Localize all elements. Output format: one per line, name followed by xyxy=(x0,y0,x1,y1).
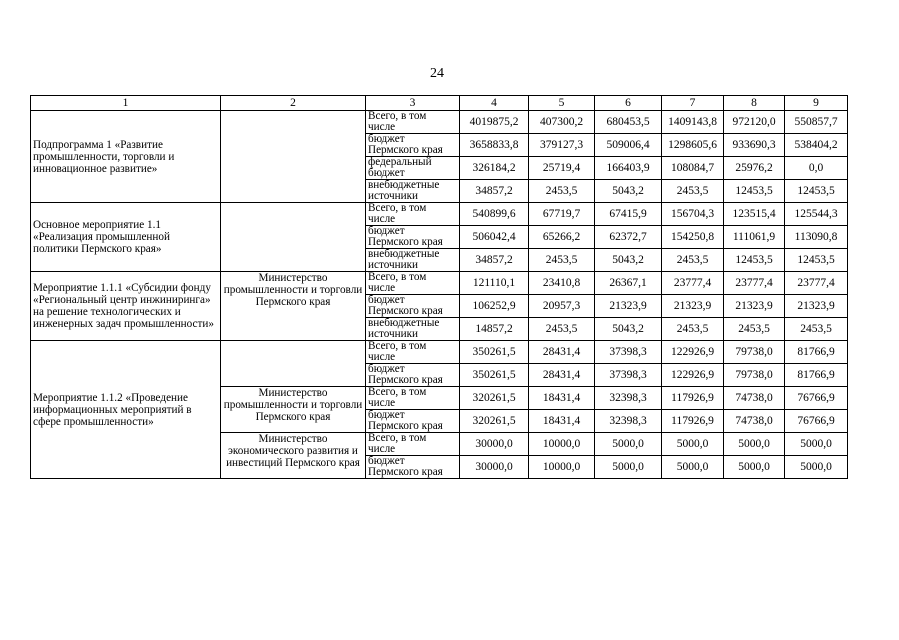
column-header: 5 xyxy=(529,96,595,111)
amount-cell: 76766,9 xyxy=(785,410,848,433)
amount-cell: 23410,8 xyxy=(529,272,595,295)
amount-cell: 12453,5 xyxy=(785,180,848,203)
amount-cell: 28431,4 xyxy=(529,341,595,364)
executor-cell xyxy=(221,341,366,387)
amount-cell: 350261,5 xyxy=(460,364,529,387)
amount-cell: 81766,9 xyxy=(785,341,848,364)
amount-cell: 1409143,8 xyxy=(662,111,724,134)
amount-cell: 122926,9 xyxy=(662,341,724,364)
funding-source-cell: Всего, в том числе xyxy=(366,272,460,295)
table-row xyxy=(31,272,848,295)
funding-source-cell: бюджет Пермского края xyxy=(366,410,460,433)
executor-cell xyxy=(221,203,366,272)
amount-cell: 37398,3 xyxy=(595,364,662,387)
amount-cell: 76766,9 xyxy=(785,387,848,410)
amount-cell: 2453,5 xyxy=(662,249,724,272)
funding-source-cell: Всего, в том числе xyxy=(366,111,460,134)
amount-cell: 125544,3 xyxy=(785,203,848,226)
amount-cell: 3658833,8 xyxy=(460,134,529,157)
amount-cell: 156704,3 xyxy=(662,203,724,226)
amount-cell: 538404,2 xyxy=(785,134,848,157)
amount-cell: 10000,0 xyxy=(529,433,595,456)
column-header: 1 xyxy=(31,96,221,111)
amount-cell: 2453,5 xyxy=(785,318,848,341)
funding-source-cell: внебюджетные источники xyxy=(366,249,460,272)
amount-cell: 18431,4 xyxy=(529,387,595,410)
amount-cell: 21323,9 xyxy=(785,295,848,318)
amount-cell: 5000,0 xyxy=(595,433,662,456)
amount-cell: 680453,5 xyxy=(595,111,662,134)
amount-cell: 12453,5 xyxy=(724,249,785,272)
amount-cell: 12453,5 xyxy=(724,180,785,203)
amount-cell: 10000,0 xyxy=(529,456,595,479)
funding-source-cell: Всего, в том числе xyxy=(366,387,460,410)
amount-cell: 2453,5 xyxy=(662,180,724,203)
amount-cell: 1298605,6 xyxy=(662,134,724,157)
amount-cell: 540899,6 xyxy=(460,203,529,226)
table-body xyxy=(31,111,848,479)
amount-cell: 117926,9 xyxy=(662,387,724,410)
amount-cell: 550857,7 xyxy=(785,111,848,134)
table-row xyxy=(31,111,848,134)
amount-cell: 79738,0 xyxy=(724,341,785,364)
header-row xyxy=(31,96,848,111)
amount-cell: 5000,0 xyxy=(785,456,848,479)
amount-cell: 4019875,2 xyxy=(460,111,529,134)
amount-cell: 25976,2 xyxy=(724,157,785,180)
amount-cell: 2453,5 xyxy=(529,249,595,272)
amount-cell: 350261,5 xyxy=(460,341,529,364)
program-name-cell: Мероприятие 1.1.1 «Субсидии фонду «Региональный центр инжиниринга» на решение технологических и инженерных задач промышленности» xyxy=(31,272,221,341)
funding-source-cell: внебюджетные источники xyxy=(366,318,460,341)
executor-cell: Министерство экономического развития и инвестиций Пермского края xyxy=(221,433,366,479)
amount-cell: 2453,5 xyxy=(529,180,595,203)
column-header: 9 xyxy=(785,96,848,111)
amount-cell: 2453,5 xyxy=(662,318,724,341)
amount-cell: 972120,0 xyxy=(724,111,785,134)
funding-source-cell: Всего, в том числе xyxy=(366,203,460,226)
amount-cell: 34857,2 xyxy=(460,249,529,272)
program-name-cell: Мероприятие 1.1.2 «Проведение информационных мероприятий в сфере промышленности» xyxy=(31,341,221,479)
amount-cell: 5000,0 xyxy=(724,456,785,479)
amount-cell: 506042,4 xyxy=(460,226,529,249)
amount-cell: 62372,7 xyxy=(595,226,662,249)
amount-cell: 5000,0 xyxy=(724,433,785,456)
amount-cell: 23777,4 xyxy=(662,272,724,295)
table-row xyxy=(31,341,848,364)
amount-cell: 25719,4 xyxy=(529,157,595,180)
funding-source-cell: Всего, в том числе xyxy=(366,433,460,456)
amount-cell: 67719,7 xyxy=(529,203,595,226)
amount-cell: 65266,2 xyxy=(529,226,595,249)
column-header: 2 xyxy=(221,96,366,111)
amount-cell: 14857,2 xyxy=(460,318,529,341)
amount-cell: 106252,9 xyxy=(460,295,529,318)
amount-cell: 23777,4 xyxy=(724,272,785,295)
amount-cell: 5000,0 xyxy=(785,433,848,456)
amount-cell: 74738,0 xyxy=(724,387,785,410)
funding-source-cell: федеральный бюджет xyxy=(366,157,460,180)
amount-cell: 20957,3 xyxy=(529,295,595,318)
amount-cell: 28431,4 xyxy=(529,364,595,387)
amount-cell: 113090,8 xyxy=(785,226,848,249)
column-header: 6 xyxy=(595,96,662,111)
column-header: 7 xyxy=(662,96,724,111)
budget-table xyxy=(30,95,848,479)
amount-cell: 122926,9 xyxy=(662,364,724,387)
amount-cell: 81766,9 xyxy=(785,364,848,387)
amount-cell: 379127,3 xyxy=(529,134,595,157)
amount-cell: 2453,5 xyxy=(529,318,595,341)
amount-cell: 74738,0 xyxy=(724,410,785,433)
amount-cell: 108084,7 xyxy=(662,157,724,180)
funding-source-cell: внебюджетные источники xyxy=(366,180,460,203)
amount-cell: 5000,0 xyxy=(595,456,662,479)
column-header: 8 xyxy=(724,96,785,111)
amount-cell: 79738,0 xyxy=(724,364,785,387)
amount-cell: 21323,9 xyxy=(724,295,785,318)
amount-cell: 166403,9 xyxy=(595,157,662,180)
amount-cell: 509006,4 xyxy=(595,134,662,157)
amount-cell: 37398,3 xyxy=(595,341,662,364)
amount-cell: 23777,4 xyxy=(785,272,848,295)
amount-cell: 5043,2 xyxy=(595,249,662,272)
amount-cell: 26367,1 xyxy=(595,272,662,295)
amount-cell: 326184,2 xyxy=(460,157,529,180)
amount-cell: 32398,3 xyxy=(595,387,662,410)
amount-cell: 34857,2 xyxy=(460,180,529,203)
page-number: 24 xyxy=(430,66,444,81)
amount-cell: 21323,9 xyxy=(595,295,662,318)
amount-cell: 5000,0 xyxy=(662,433,724,456)
funding-source-cell: бюджет Пермского края xyxy=(366,134,460,157)
amount-cell: 12453,5 xyxy=(785,249,848,272)
amount-cell: 5043,2 xyxy=(595,180,662,203)
executor-cell: Министерство промышленности и торговли Пермского края xyxy=(221,272,366,341)
funding-source-cell: Всего, в том числе xyxy=(366,341,460,364)
column-header: 4 xyxy=(460,96,529,111)
amount-cell: 117926,9 xyxy=(662,410,724,433)
funding-source-cell: бюджет Пермского края xyxy=(366,456,460,479)
amount-cell: 30000,0 xyxy=(460,456,529,479)
amount-cell: 320261,5 xyxy=(460,387,529,410)
funding-source-cell: бюджет Пермского края xyxy=(366,226,460,249)
column-header: 3 xyxy=(366,96,460,111)
amount-cell: 2453,5 xyxy=(724,318,785,341)
amount-cell: 21323,9 xyxy=(662,295,724,318)
executor-cell: Министерство промышленности и торговли Пермского края xyxy=(221,387,366,433)
amount-cell: 111061,9 xyxy=(724,226,785,249)
program-name-cell: Основное мероприятие 1.1 «Реализация промышленной политики Пермского края» xyxy=(31,203,221,272)
executor-cell xyxy=(221,111,366,203)
program-name-cell: Подпрограмма 1 «Развитие промышленности, торговли и инновационное развитие» xyxy=(31,111,221,203)
funding-source-cell: бюджет Пермского края xyxy=(366,295,460,318)
amount-cell: 121110,1 xyxy=(460,272,529,295)
funding-source-cell: бюджет Пермского края xyxy=(366,364,460,387)
amount-cell: 5000,0 xyxy=(662,456,724,479)
amount-cell: 67415,9 xyxy=(595,203,662,226)
table-row xyxy=(31,203,848,226)
amount-cell: 0,0 xyxy=(785,157,848,180)
amount-cell: 30000,0 xyxy=(460,433,529,456)
amount-cell: 18431,4 xyxy=(529,410,595,433)
amount-cell: 320261,5 xyxy=(460,410,529,433)
amount-cell: 933690,3 xyxy=(724,134,785,157)
amount-cell: 123515,4 xyxy=(724,203,785,226)
amount-cell: 154250,8 xyxy=(662,226,724,249)
amount-cell: 32398,3 xyxy=(595,410,662,433)
amount-cell: 407300,2 xyxy=(529,111,595,134)
amount-cell: 5043,2 xyxy=(595,318,662,341)
